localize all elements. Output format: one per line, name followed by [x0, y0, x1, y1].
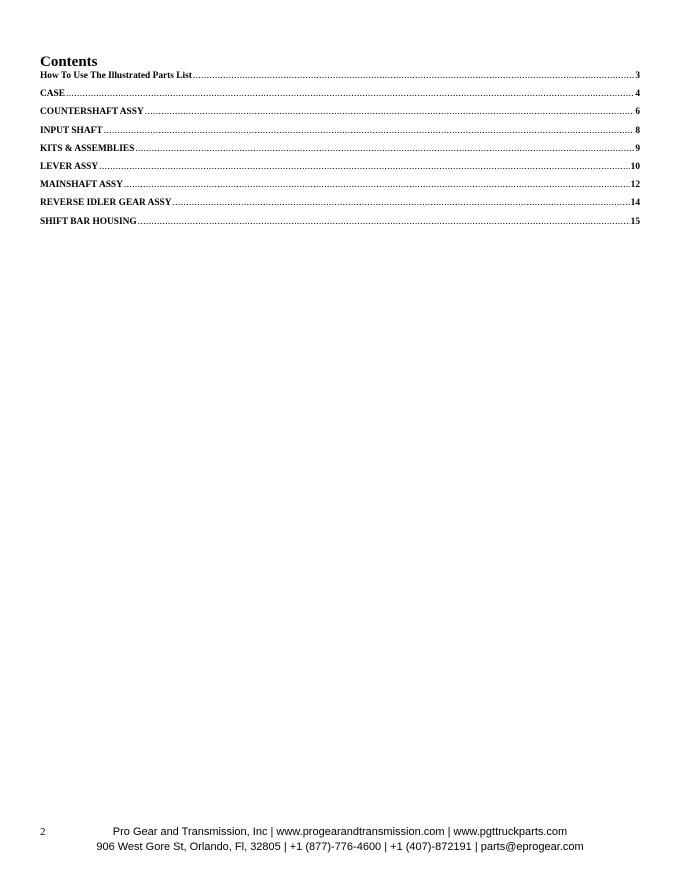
- footer-address-line: 906 West Gore St, Orlando, Fl, 32805 | +1 (877)-776-4600 | +1 (407)-872191 | parts@eprogear.com: [96, 841, 584, 853]
- toc-entry-reverse-idler-gear-assy[interactable]: [40, 196, 640, 214]
- toc-dot-leader: [145, 105, 635, 119]
- toc-entry-page: 8: [635, 125, 640, 136]
- toc-entry-kits-assemblies[interactable]: [40, 142, 640, 160]
- toc-dot-leader: [99, 160, 630, 174]
- page-footer: [60, 825, 620, 855]
- toc-entry-label: How To Use The Illustrated Parts List: [40, 71, 192, 81]
- toc-entry-label: REVERSE IDLER GEAR ASSY: [40, 198, 172, 209]
- toc-entry-input-shaft[interactable]: [40, 124, 640, 142]
- toc-entry-lever-assy[interactable]: [40, 160, 640, 178]
- toc-entry-how-to-use[interactable]: [40, 69, 640, 87]
- toc-entry-label: MAINSHAFT ASSY: [40, 180, 123, 191]
- toc-entry-label: SHIFT BAR HOUSING: [40, 216, 137, 227]
- toc-dot-leader: [193, 69, 634, 83]
- toc-entry-case[interactable]: [40, 87, 640, 105]
- toc-dot-leader: [135, 142, 634, 156]
- toc-entry-label: INPUT SHAFT: [40, 125, 103, 136]
- toc-entry-page: 3: [635, 71, 640, 81]
- toc-entry-page: 6: [635, 107, 640, 118]
- toc-title: Contents: [40, 54, 98, 70]
- toc-entry-page: 10: [630, 161, 640, 172]
- toc-entry-label: COUNTERSHAFT ASSY: [40, 107, 144, 118]
- toc-dot-leader: [124, 178, 630, 192]
- toc-dot-leader: [138, 215, 630, 229]
- toc-entry-page: 15: [630, 216, 640, 227]
- toc-entry-page: 14: [630, 198, 640, 209]
- toc-entry-page: 9: [635, 143, 640, 154]
- toc-dot-leader: [173, 196, 630, 210]
- toc-entry-mainshaft-assy[interactable]: [40, 178, 640, 196]
- toc-entry-page: 12: [630, 180, 640, 191]
- toc-entry-label: CASE: [40, 89, 66, 100]
- toc-dot-leader: [66, 87, 634, 101]
- toc-entry-countershaft-assy[interactable]: [40, 105, 640, 123]
- footer-company-line: Pro Gear and Transmission, Inc | www.progearandtransmission.com | www.pgttruckparts.com: [112, 826, 568, 838]
- toc-entry-page: 4: [635, 89, 640, 100]
- toc-entry-shift-bar-housing[interactable]: [40, 215, 640, 233]
- toc-dot-leader: [104, 124, 635, 138]
- toc-entry-label: LEVER ASSY: [40, 161, 99, 172]
- page-number: 2: [40, 826, 46, 838]
- toc-entry-label: KITS & ASSEMBLIES: [40, 143, 135, 154]
- toc-list: [40, 69, 640, 233]
